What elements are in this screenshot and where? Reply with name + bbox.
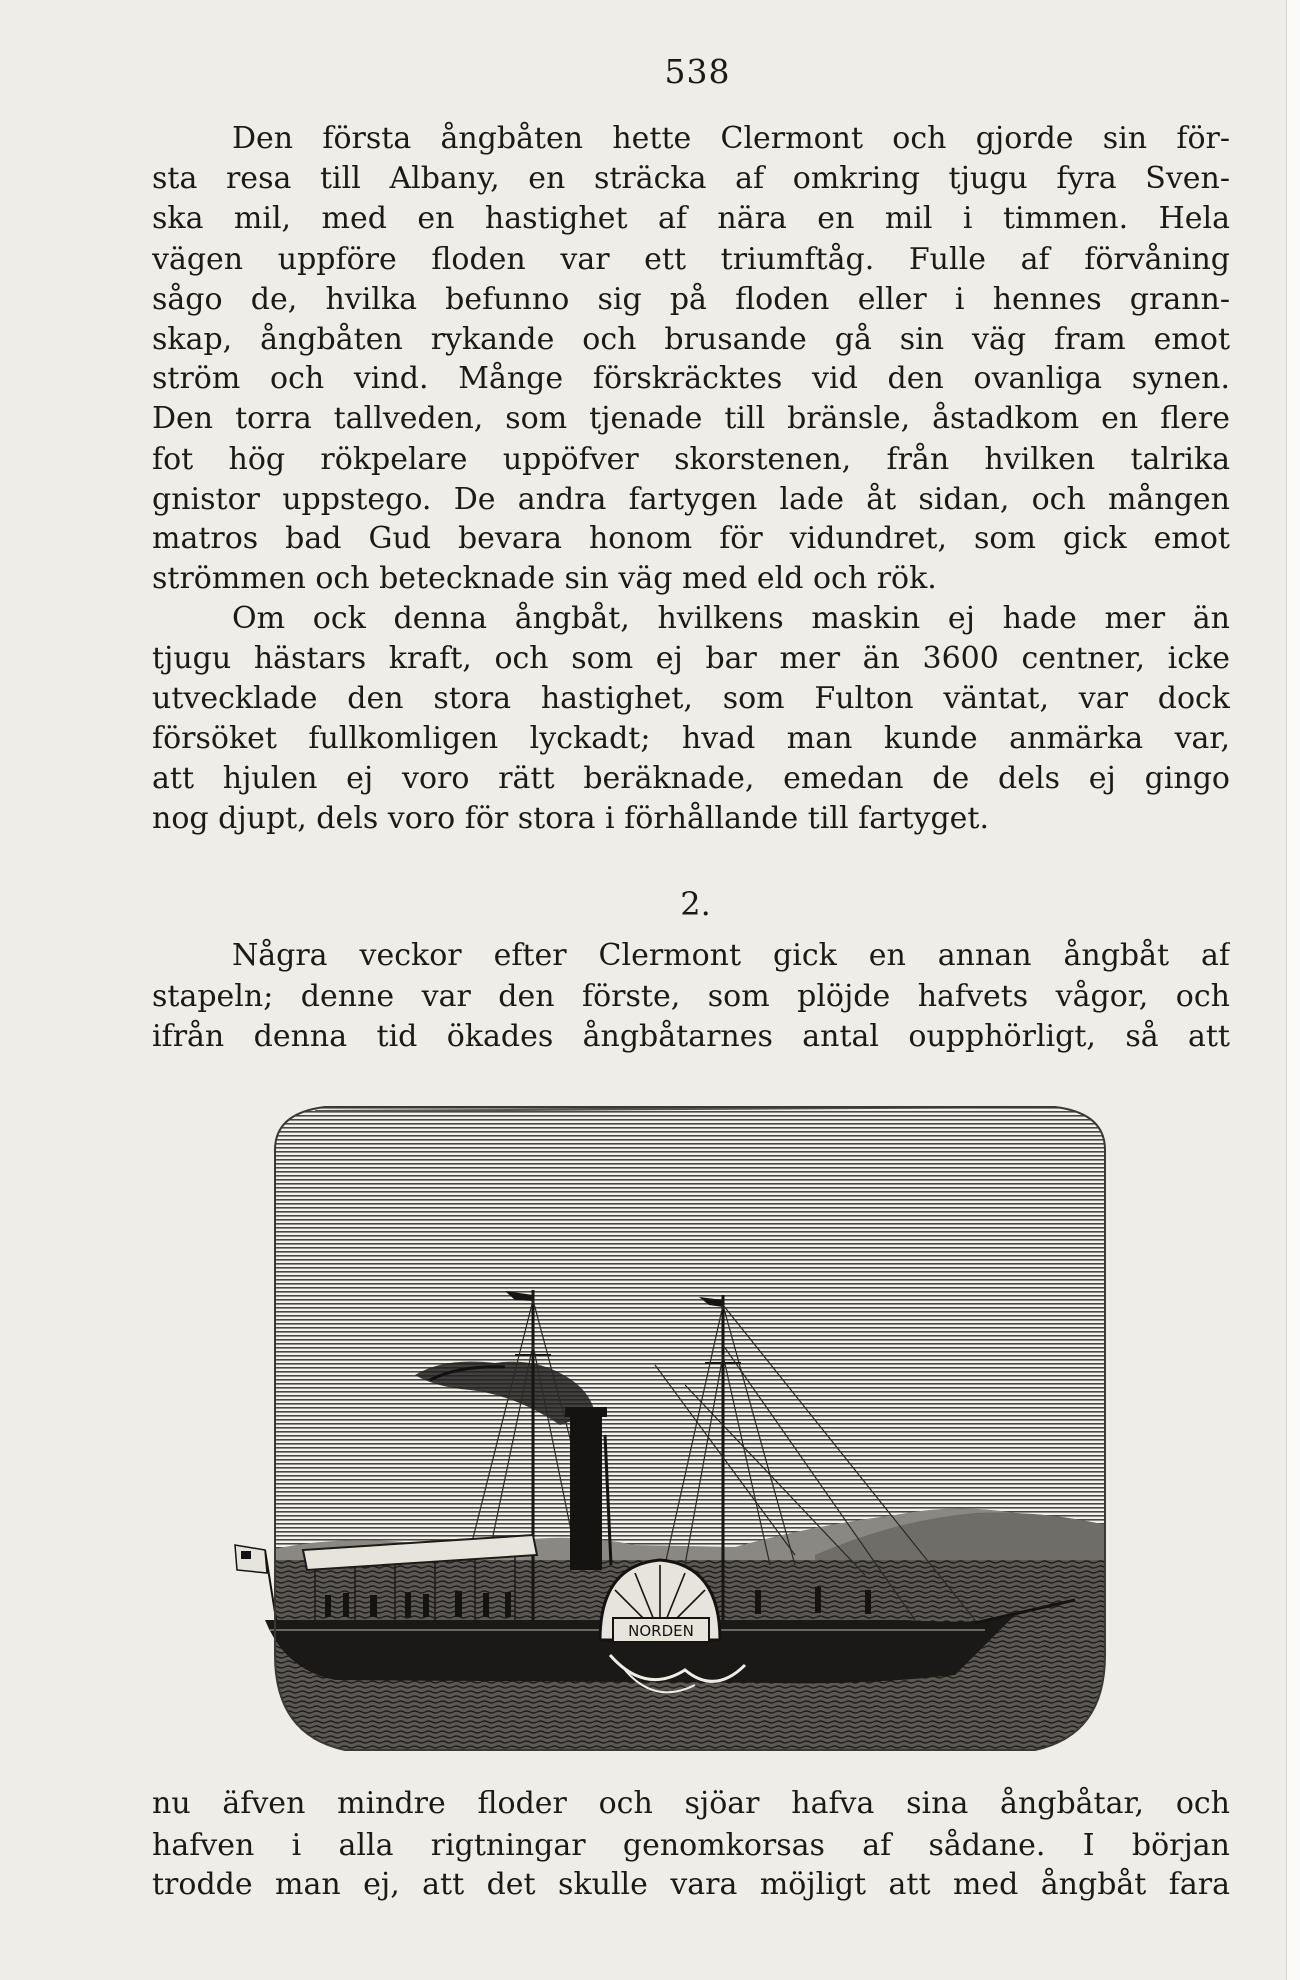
text-line: stapeln; denne var den förste, som plöjde hafvets vågor, och	[152, 979, 1230, 1014]
text-line: fot hög rökpelare uppöfver skorstenen, från hvilken talrika	[152, 442, 1230, 477]
text-line: strömmen och betecknade sin väg med eld och rök.	[152, 561, 937, 596]
text-line: Den första ångbåten hette Clermont och gjorde sin för-	[232, 121, 1230, 156]
text-line: skap, ångbåten rykande och brusande gå sin väg fram emot	[152, 322, 1230, 357]
text-line: vägen uppföre floden var ett triumftåg. Fulle af förvåning	[152, 242, 1230, 277]
text-line: ska mil, med en hastighet af nära en mil i timmen. Hela	[152, 201, 1230, 236]
text-line: försöket fullkomligen lyckadt; hvad man kunde anmärka var,	[152, 721, 1230, 756]
text-line: nu äfven mindre floder och sjöar hafva sina ångbåtar, och	[152, 1786, 1230, 1821]
text-line: Den torra tallveden, som tjenade till bränsle, åstadkom en flere	[152, 401, 1230, 436]
text-line: nog djupt, dels voro för stora i förhållande till fartyget.	[152, 801, 990, 836]
text-line: tjugu hästars kraft, och som ej bar mer än 3600 centner, icke	[152, 641, 1230, 676]
text-line: ifrån denna tid ökades ångbåtarnes antal oupphörligt, så att	[152, 1019, 1230, 1054]
paddle-box-label: NORDEN	[628, 1622, 694, 1640]
page-number: 538	[664, 52, 731, 91]
text-line: trodde man ej, att det skulle vara möjligt att med ångbåt fara	[152, 1867, 1230, 1902]
text-line: gnistor uppstego. De andra fartygen lade åt sidan, och mången	[152, 482, 1230, 517]
steamboat-engraving	[215, 1095, 1165, 1765]
text-line: matros bad Gud bevara honom för vidundret, som gick emot	[152, 521, 1230, 556]
text-line: sta resa till Albany, en sträcka af omkring tjugu fyra Sven-	[152, 161, 1230, 196]
section-number: 2.	[680, 885, 711, 923]
text-line: utvecklade den stora hastighet, som Fulton väntat, var dock	[152, 681, 1230, 716]
text-line: hafven i alla rigtningar genomkorsas af sådane. I början	[152, 1828, 1230, 1863]
text-line: att hjulen ej voro rätt beräknade, emedan de dels ej gingo	[152, 761, 1230, 796]
text-line: sågo de, hvilka befunno sig på floden eller i hennes grann-	[152, 282, 1230, 317]
page-edge-strip	[1286, 0, 1300, 1980]
text-line: ström och vind. Månge förskräcktes vid den ovanliga synen.	[152, 361, 1230, 396]
text-line: Om ock denna ångbåt, hvilkens maskin ej hade mer än	[232, 601, 1230, 636]
text-line: Några veckor efter Clermont gick en annan ångbåt af	[232, 938, 1230, 973]
